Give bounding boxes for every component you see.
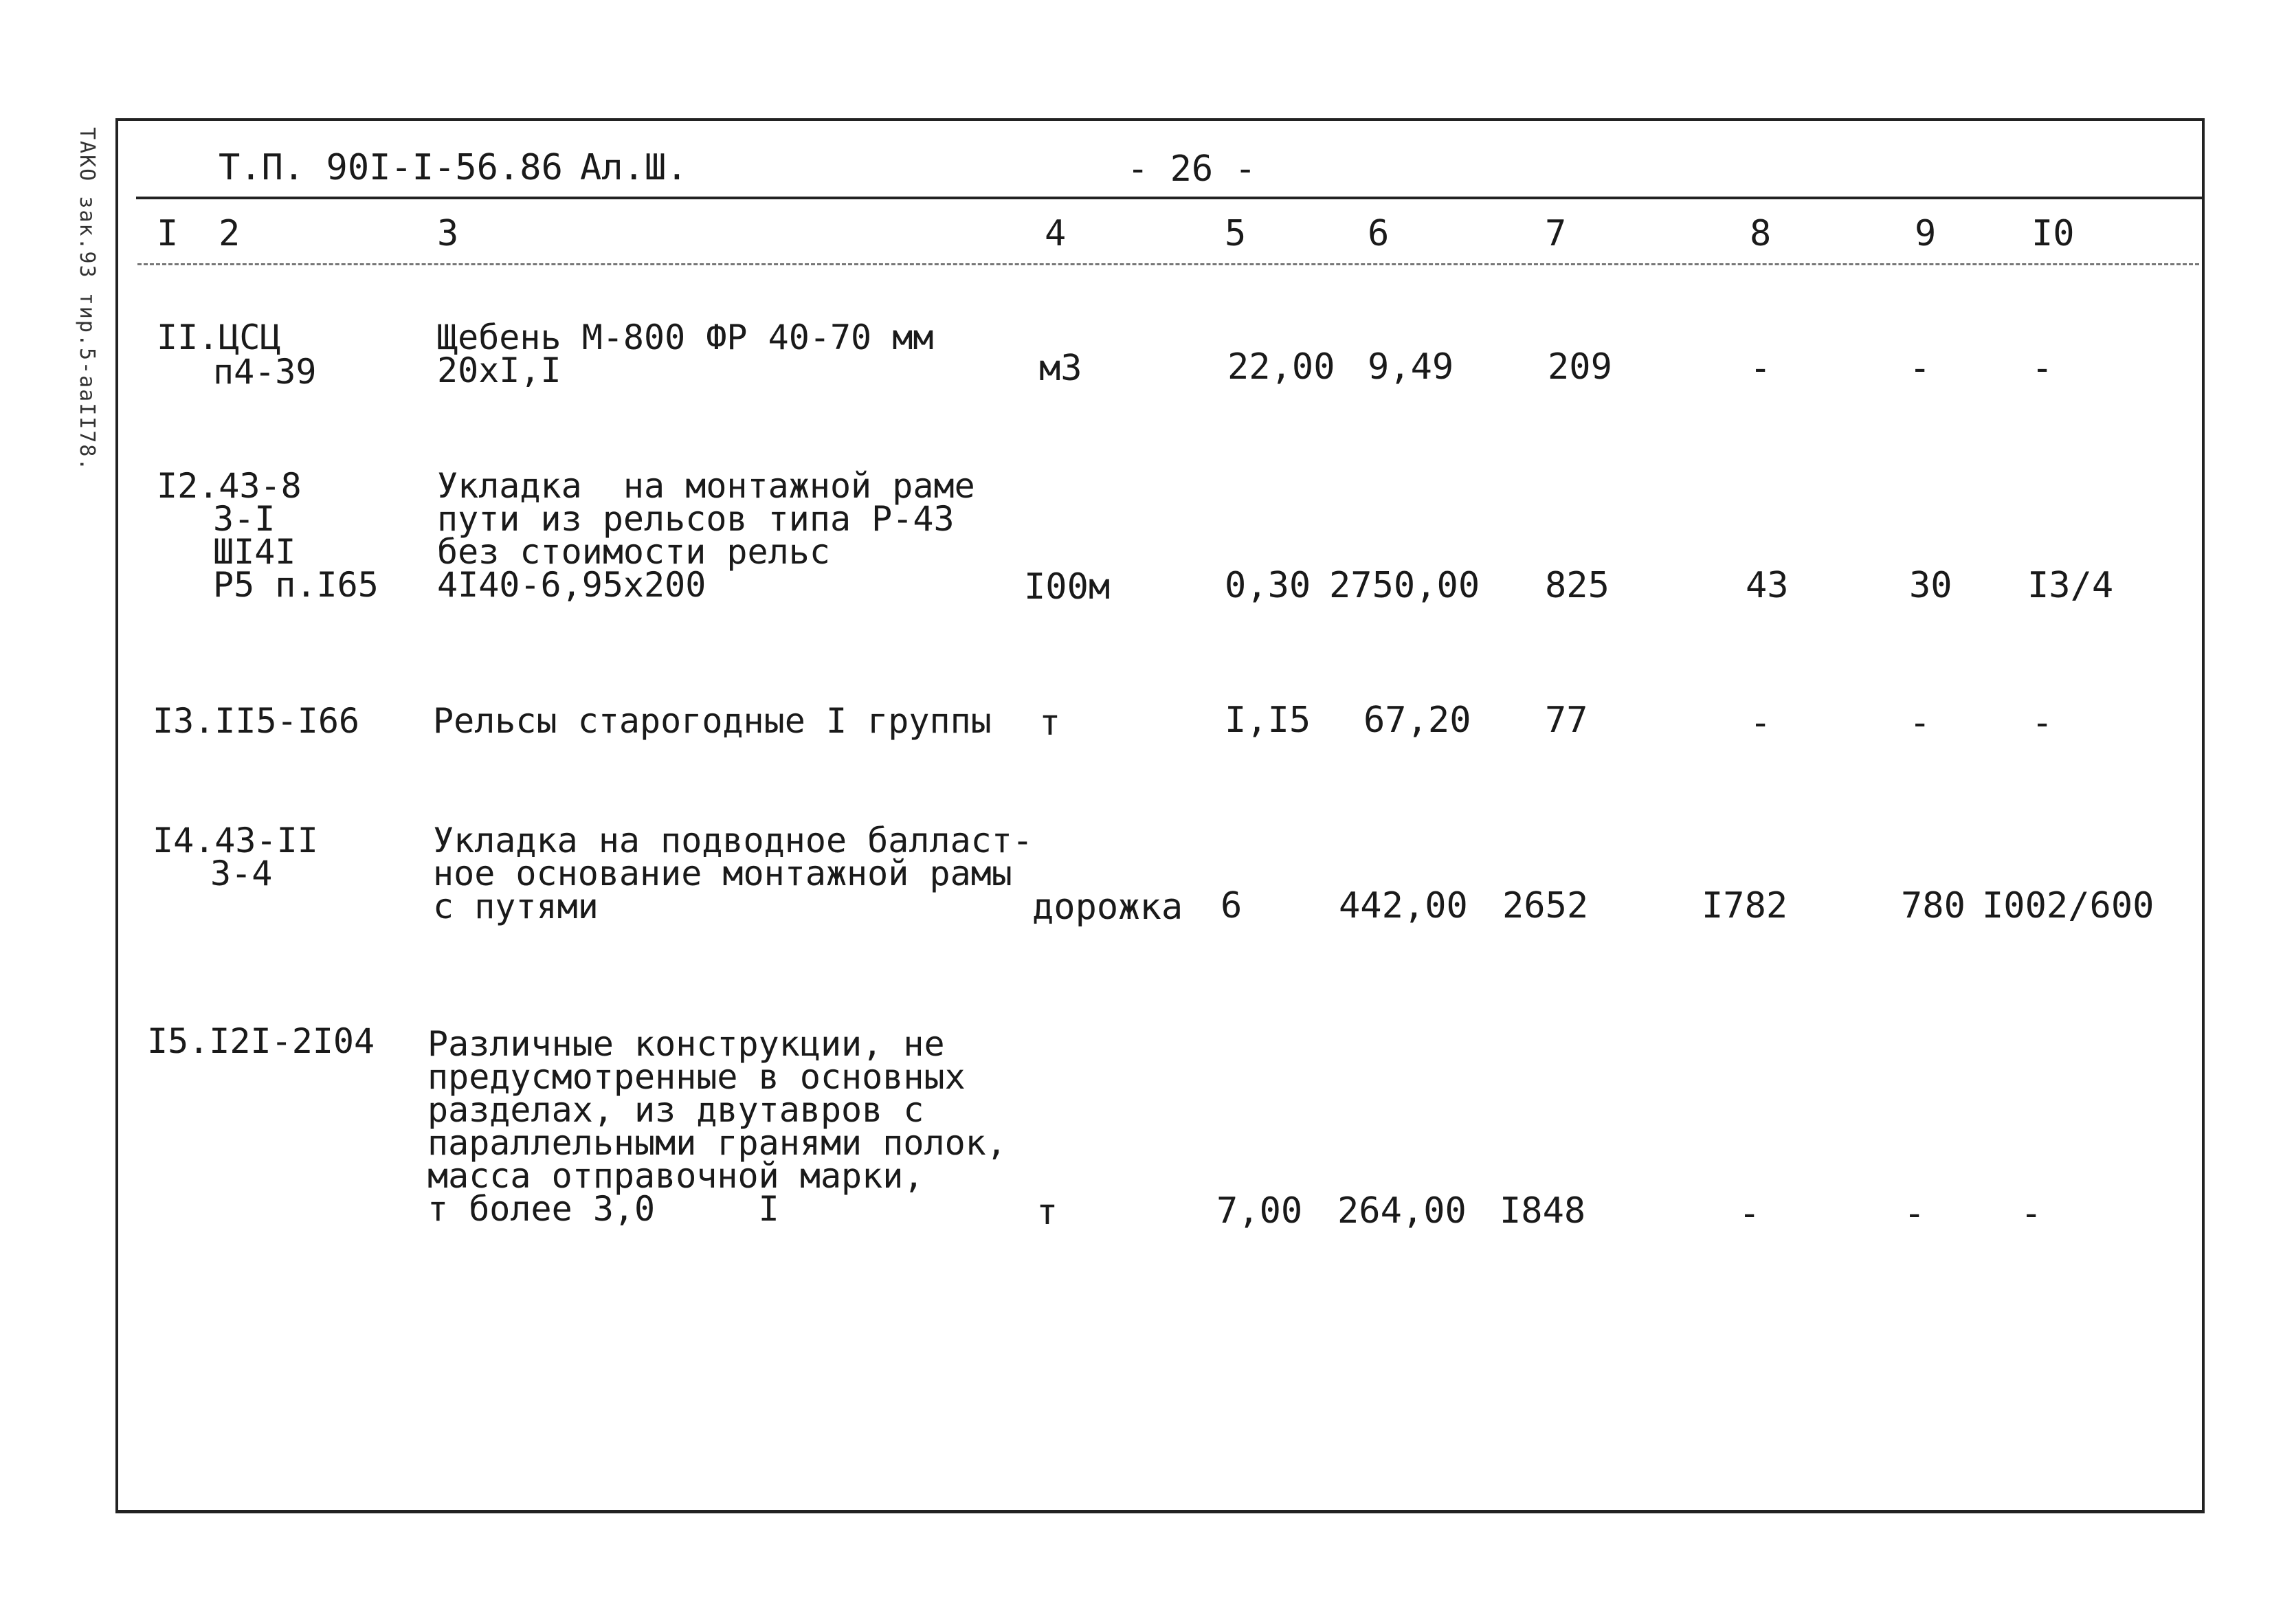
doc-code: Т.П. 90I-I-56.86: [219, 147, 563, 188]
row-unit-price: 67,20: [1363, 700, 1471, 741]
row-unit-price: 2750,00: [1329, 565, 1480, 606]
margin-stamp-text: ТАКО зак.93 тир.5-ааII78.: [75, 127, 99, 472]
row-unit-price: 442,00: [1339, 885, 1468, 926]
row-id-line: I4.43-II: [153, 821, 318, 860]
row-quantity: 6: [1221, 885, 1243, 926]
row-id-line: II.ЦСЦ: [157, 318, 281, 357]
row-quantity: 22,00: [1227, 346, 1335, 388]
row-col9: -: [1909, 702, 1931, 744]
row-unit: дорожка: [1032, 887, 1183, 928]
column-number: I: [157, 213, 179, 254]
column-number: 5: [1225, 213, 1247, 254]
row-unit-price: 9,49: [1368, 346, 1454, 388]
row-quantity: 0,30: [1225, 565, 1311, 606]
row-description-line: параллельными гранями полок,: [427, 1123, 1007, 1163]
row-id-line: Р5 п.I65: [213, 565, 379, 605]
column-number: 3: [437, 213, 459, 254]
row-description-line: Укладка на монтажной раме: [437, 466, 975, 506]
row-col10: -: [2031, 348, 2053, 389]
row-col10: I3/4: [2027, 565, 2114, 606]
row-total: I848: [1500, 1190, 1586, 1232]
column-number: I0: [2031, 213, 2075, 254]
row-id-line: п4-39: [213, 352, 317, 392]
album-label: Ал.Ш.: [580, 147, 688, 188]
row-unit: м3: [1039, 348, 1082, 389]
column-number: 7: [1545, 213, 1567, 254]
row-col9: -: [1909, 348, 1931, 389]
column-header-divider: [137, 263, 2199, 265]
document-frame: [115, 118, 2205, 1513]
row-col8: I782: [1702, 885, 1788, 926]
row-description-line: ное основание монтажной рамы: [433, 854, 1012, 893]
row-col10: -: [2020, 1193, 2042, 1234]
row-id-line: 3-4: [210, 854, 273, 893]
row-quantity: 7,00: [1216, 1190, 1303, 1232]
row-col8: 43: [1746, 565, 1789, 606]
row-description-line: предусмотренные в основных: [427, 1057, 966, 1097]
row-description-line: 20хI,I: [437, 351, 561, 390]
row-id-line: I5.I2I-2I04: [147, 1021, 375, 1061]
row-quantity: I,I5: [1225, 700, 1311, 741]
column-number: 4: [1045, 213, 1067, 254]
column-number: 2: [219, 213, 241, 254]
row-id-line: I3.II5-I66: [153, 701, 360, 741]
row-description-line: масса отправочной марки,: [427, 1156, 924, 1196]
row-total: 2652: [1502, 885, 1589, 926]
row-description-line: Рельсы старогодные I группы: [433, 701, 992, 741]
header-divider: [136, 197, 2205, 199]
row-col8: -: [1739, 1193, 1761, 1234]
row-description-line: без стоимости рельс: [437, 532, 830, 572]
column-number: 6: [1368, 213, 1390, 254]
row-unit: т: [1036, 1192, 1058, 1233]
row-id-line: 3-I: [213, 499, 276, 539]
row-description-line: Щебень М-800 ФР 40-70 мм: [437, 318, 934, 357]
row-total: 825: [1545, 565, 1610, 606]
column-number: 8: [1750, 213, 1772, 254]
row-col9: -: [1904, 1193, 1926, 1234]
column-number: 9: [1915, 213, 1937, 254]
row-description-line: Укладка на подводное балласт-: [433, 821, 1033, 860]
row-description-line: 4I40-6,95х200: [437, 565, 706, 605]
row-total: 77: [1545, 700, 1588, 741]
row-unit: I00м: [1024, 566, 1111, 608]
row-description-line: Различные конструкции, не: [427, 1024, 945, 1064]
row-description-line: т более 3,0 I: [427, 1189, 779, 1229]
margin-stamp: [69, 127, 110, 498]
row-description-line: разделах, из двутавров с: [427, 1090, 924, 1130]
row-col9: 780: [1901, 885, 1965, 926]
row-col10: I002/600: [1982, 885, 2154, 926]
row-id-line: I2.43-8: [157, 466, 302, 506]
row-description-line: пути из рельсов типа Р-43: [437, 499, 955, 539]
row-col8: -: [1750, 702, 1772, 744]
row-col9: 30: [1909, 565, 1952, 606]
row-total: 209: [1548, 346, 1612, 388]
row-col8: -: [1750, 348, 1772, 389]
row-unit: т: [1039, 702, 1061, 744]
row-col10: -: [2031, 702, 2053, 744]
page-number: - 26 -: [1127, 148, 1256, 190]
row-unit-price: 264,00: [1337, 1190, 1467, 1232]
row-id-line: ШI4I: [213, 532, 296, 572]
row-description-line: с путями: [433, 887, 599, 926]
